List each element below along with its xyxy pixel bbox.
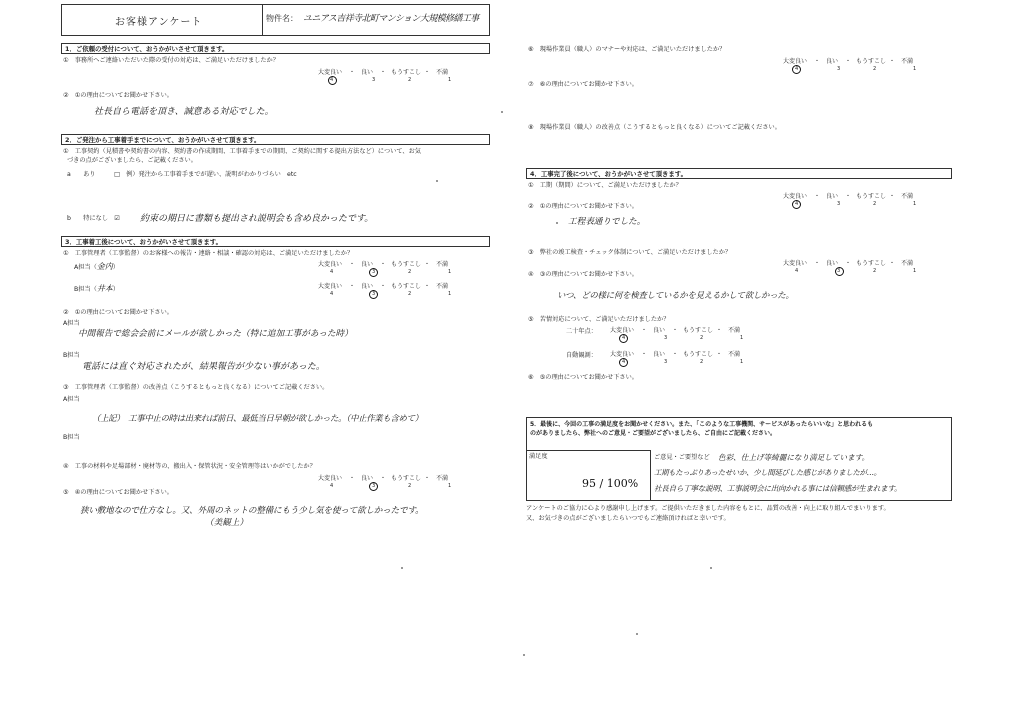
r-s4-q1: ① 工期（期間）について、ご満足いただけましたか？ [528, 182, 682, 189]
s3-q2-b-label: B担当 [63, 352, 80, 359]
r-s4-q4-answer: いつ、どの様に何を検査しているかを見えるかして欲しかった。 [557, 290, 794, 300]
section-3-heading: 3．工事着工後について、おうかがいさせて頂きます。 [61, 236, 490, 247]
r-q6-numbers: 4 3 2 1 [795, 66, 917, 72]
satisfaction-value: 95 / 100% [582, 477, 639, 490]
r-s4-q5-row1: 二十年点： [566, 328, 597, 335]
s3-q3-b-label: B担当 [63, 434, 80, 441]
r-s4-q5-row2-scale: 大変良い ・ 良い ・ もうすこし ・ 不満 [610, 351, 741, 358]
s3-q1: ① 工事管理者（工事監督）のお客様への報告・連絡・相談・確認の対応は、ご満足いただけましたか？ [63, 250, 354, 257]
s1-q1-answer-circle [328, 76, 337, 85]
s3-a-label: A担当（金内） [74, 262, 119, 271]
s1-q1-scale: 大変良い ・ 良い ・ もうすこし ・ 不満 [318, 69, 449, 76]
satisfaction-label: 満足度 [529, 453, 548, 460]
s3-q4: ④ 工事の材料や足場部材・廃材等の、搬出入・保管状況・安全管理等はいかがでしたか？ [63, 463, 316, 470]
r-s4-q5-row1-numbers: 4 3 2 1 [622, 335, 744, 341]
r-s4-q5-row1-circle [619, 334, 628, 343]
r-q6: ⑥ 現場作業員（職人）のマナーや対応は、ご満足いただけましたか？ [528, 46, 726, 53]
r-s4-q5-row1-scale: 大変良い ・ 良い ・ もうすこし ・ 不満 [610, 327, 741, 334]
scan-speck [523, 654, 525, 656]
r-s4-q1-numbers: 4 3 2 1 [795, 201, 917, 207]
s3-a-numbers: 4 3 2 1 [330, 269, 452, 275]
comment-line-1: 色彩、仕上げ等綺麗になり満足しています。 [718, 453, 870, 462]
section-4-heading: 4．工事完了後について、おうかがいさせて頂きます。 [526, 168, 952, 179]
r-q8: ⑧ 現場作業員（職人）の改善点（こうするともっと良くなる）についてご記載ください。 [528, 124, 781, 131]
property-name: ユニアス吉祥寺北町マンション大規模修繕工事 [303, 14, 479, 24]
r-s4-q5-row2: 自動観測： [566, 352, 597, 359]
s3-a-scale: 大変良い ・ 良い ・ もうすこし ・ 不満 [318, 261, 449, 268]
section-2-heading: 2．ご発注から工事着手までについて、おうかがいさせて頂きます。 [61, 134, 490, 145]
s3-q4-numbers: 4 3 2 1 [330, 483, 452, 489]
r-s4-q2: ② ①の理由についてお聞かせ下さい。 [528, 203, 638, 210]
s3-q2-a-answer: 中間報告で総会会前にメールが欲しかった（特に追加工事があった時） [78, 329, 353, 339]
s3-q5-answer-1: 狭い敷地なので仕方なし。又、外周のネットの整備にもう少し気を使って欲しかったです。 [80, 506, 424, 516]
r-s4-q6: ⑥ ⑤の理由についてお聞かせ下さい。 [528, 374, 638, 381]
r-s4-q3: ③ 弊社の竣工検査・チェック体制について、ご満足いただけましたか？ [528, 249, 732, 256]
r-s4-q5-row2-numbers: 4 3 2 1 [622, 359, 744, 365]
scan-speck [636, 633, 638, 635]
comment-line-3: 社長自ら丁寧な説明、工事説明会に出向かれる事には信頼感が生まれます。 [654, 484, 902, 493]
r-s4-q3-answer-circle [835, 267, 844, 276]
s3-q3-a-answer: （上記） 工事中止の時は出来れば前日、最低当日早朝が欲しかった。（中止作業も含めて） [92, 413, 423, 423]
s3-q5-answer-2: （美観上） [205, 518, 248, 528]
s1-q1-numbers: 4 3 2 1 [330, 77, 452, 83]
scan-speck [710, 567, 712, 569]
section-1-heading: 1．ご依頼の受付について、おうかがいさせて頂きます。 [61, 43, 490, 54]
s3-q4-answer-circle [369, 482, 378, 491]
r-s4-q5-row2-circle [619, 358, 628, 367]
r-s4-q3-numbers: 4 3 2 1 [795, 268, 917, 274]
scan-speck [401, 567, 403, 569]
property-label: 物件名： [266, 14, 298, 23]
s1-q2: ② ①の理由についてお聞かせ下さい。 [63, 92, 173, 99]
footer-line-2: 又、お気づきの点がございましたらいつでもご連絡頂ければと幸いです。 [526, 515, 730, 522]
r-s4-q3-scale: 大変良い ・ 良い ・ もうすこし ・ 不満 [783, 260, 914, 267]
survey-title: お客様アンケート [115, 17, 203, 28]
s3-q2-a-label: A担当 [63, 320, 80, 327]
s3-b-name: 井本 [96, 284, 113, 293]
s2-q1-line2: づきの点がございましたら、ご記載ください。 [67, 157, 197, 164]
scan-speck [501, 111, 503, 113]
r-q6-answer-circle [792, 65, 801, 74]
s3-q5: ⑤ ④の理由についてお聞かせ下さい。 [63, 489, 173, 496]
r-s4-q1-scale: 大変良い ・ 良い ・ もうすこし ・ 不満 [783, 193, 914, 200]
s3-a-name: 金内 [96, 262, 113, 271]
footer-line-1: アンケートのご協力に心より感謝申し上げます。ご提供いただきました内容をもとに、品質の改善・向上に取り組んでまいります。 [526, 505, 890, 512]
scan-speck [556, 222, 558, 224]
r-q7: ⑦ ⑥の理由についてお聞かせ下さい。 [528, 81, 638, 88]
s2-option-b: b 特になし ☑ [67, 215, 120, 222]
r-s4-q1-answer-circle [792, 200, 801, 209]
s3-b-numbers: 4 3 2 1 [330, 291, 452, 297]
s3-q4-scale: 大変良い ・ 良い ・ もうすこし ・ 不満 [318, 475, 449, 482]
s2-option-a: a あり □ 例）発注から工事着手までが遅い、説明がわかりづらい etc [67, 171, 297, 178]
section-5-heading-1: 5．最後に、今回の工事の満足度をお聞かせください。また、「このような工事機関、サービスがあったらいいな」と思われるも [530, 421, 874, 428]
comment-line-2: 工期もたっぷりあったせいか、少し間延びした感じがありましたが…。 [654, 468, 881, 477]
s3-b-label: B担当（井本） [74, 284, 119, 293]
section-5-heading-2: のがありましたら、弊社へのご意見・ご要望がございましたら、ご自由にご記載ください。 [530, 430, 777, 437]
s3-q3-a-label: A担当 [63, 396, 80, 403]
scan-speck [436, 180, 438, 182]
s3-q2: ② ①の理由についてお聞かせ下さい。 [63, 309, 173, 316]
s2-option-b-answer: 約束の期日に書類も提出され説明会も含め良かったです。 [140, 214, 374, 224]
s3-a-answer-circle [369, 268, 378, 277]
r-s4-q5: ⑤ 苦情対応について、ご満足いただけましたか？ [528, 316, 670, 323]
s3-b-answer-circle [369, 290, 378, 299]
s3-b-scale: 大変良い ・ 良い ・ もうすこし ・ 不満 [318, 283, 449, 290]
s3-q3: ③ 工事管理者（工事監督）の改善点（こうするともっと良くなる）についてご記載ください。 [63, 384, 329, 391]
s3-q2-b-answer: 電話には直ぐ対応されたが、結果報告が少ない事があった。 [82, 362, 325, 372]
comment-label: ご意見・ご要望など [654, 454, 710, 461]
s1-q2-answer: 社長自ら電話を頂き、誠意ある対応でした。 [94, 107, 274, 117]
s1-q1: ① 事務所へご連絡いただいた際の受付の対応は、ご満足いただけましたか？ [63, 57, 279, 64]
r-s4-q4: ④ ③の理由についてお聞かせ下さい。 [528, 271, 638, 278]
r-s4-q2-answer: 工程表通りでした。 [568, 217, 646, 227]
r-q6-scale: 大変良い ・ 良い ・ もうすこし ・ 不満 [783, 58, 914, 65]
s2-q1-line1: ① 工事契約（見積書や契約書の内容、契約書の作成期間、工事着手までの期間、ご契約に関する提出方法など）について、お気 [63, 148, 421, 155]
